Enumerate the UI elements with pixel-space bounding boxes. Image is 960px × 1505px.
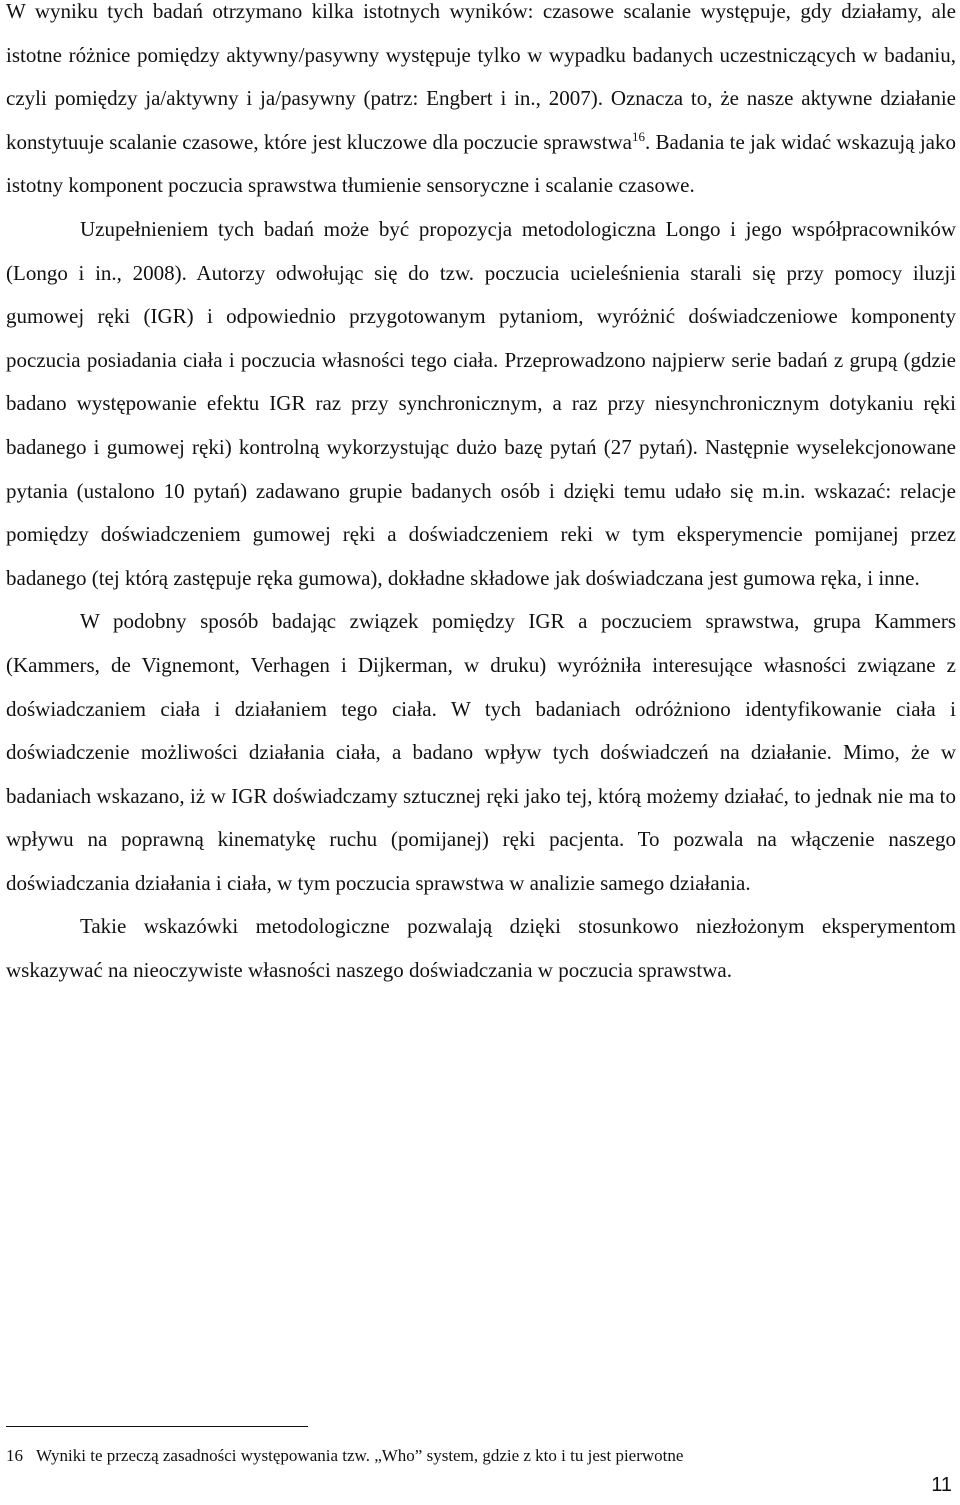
paragraph-1-text-b: . Badania te jak widać wskazują jako istotny komponent poczucia sprawstwa tłumienie sensoryczne i scalanie czasowe. [6, 129, 957, 198]
footnote-separator [6, 1426, 308, 1427]
footnote-text: Wyniki te przeczą zasadności występowania tzw. „Who” system, gdzie z kto i tu jest pierwotne [36, 1446, 684, 1465]
paragraph-1 [6, 0, 956, 208]
footnote-number: 16 [6, 1446, 23, 1465]
paragraph-3: W podobny sposób badając związek pomiędzy IGR a poczuciem sprawstwa, grupa Kammers (Kammers, de Vignemont, Verhagen i Dijkerman, w druku) wyróżniła interesujące własności związane z doświadczaniem ciała i działaniem tego ciała. W tych badaniach odróżniono identyfikowanie ciała i doświadczenie możliwości działania ciała, a badano wpływ tych doświadczeń na działanie. Mimo, że w badaniach wskazano, iż w IGR doświadczamy sztucznej ręki jako tej, którą możemy działać, to jednak nie ma to wpływu na poprawną kinematykę ruchu (pomijanej) ręki pacjenta. To pozwala na włączenie naszego doświadczania działania i ciała, w tym poczucia sprawstwa w analizie samego działania. [6, 609, 956, 895]
paragraph-2: Uzupełnieniem tych badań może być propozycja metodologiczna Longo i jego współpracowników (Longo i in., 2008). Autorzy odwołując się do tzw. poczucia ucieleśnienia starali się przy pomocy iluzji gumowej ręki (IGR) i odpowiednio przygotowanym pytaniom, wyróżnić doświadczeniowe komponenty poczucia posiadania ciała i poczucia własności tego ciała. Przeprowadzono najpierw serie badań z grupą (gdzie badano występowanie efektu IGR raz przy synchronicznym, a raz przy niesynchronicznym dotykaniu ręki badanego i gumowej ręki) kontrolną wykorzystując dużo bazę pytań (27 pytań). Następnie wyselekcjonowane pytania (ustalono 10 pytań) zadawano grupie badanych osób i dzięki temu udało się m.in. wskazać: relacje pomiędzy doświadczeniem gumowej ręki a doświadczeniem reki w tym eksperymencie pomijanej przez badanego (tej którą zastępuje ręka gumowa), dokładne składowe jak doświadczana jest gumowa ręka, i inne. [6, 216, 956, 590]
paragraph-4: Takie wskazówki metodologiczne pozwalają dzięki stosunkowo niezłożonym eksperymentom wskazywać na nieoczywiste własności naszego doświadczania w poczucia sprawstwa. [6, 914, 956, 983]
body-text [6, 0, 956, 993]
footnote-reference-16[interactable]: 16 [631, 128, 645, 144]
footnote-16 [6, 1444, 956, 1468]
page-number: 11 [931, 1474, 952, 1496]
paragraph-1-text-a: W wyniku tych badań otrzymano kilka istotnych wyników: czasowe scalanie występuje, gdy działamy, ale istotne różnice pomiędzy aktywny/pasywny występuje tylko w wypadku badanych uczestniczących w badaniu, czyli pomiędzy ja/aktywny i ja/pasywny (patrz: Engbert i in., 2007). Oznacza to, że nasze aktywne działanie konstytuuje scalanie czasowe, które jest kluczowe dla poczucie sprawstwa [6, 0, 956, 154]
